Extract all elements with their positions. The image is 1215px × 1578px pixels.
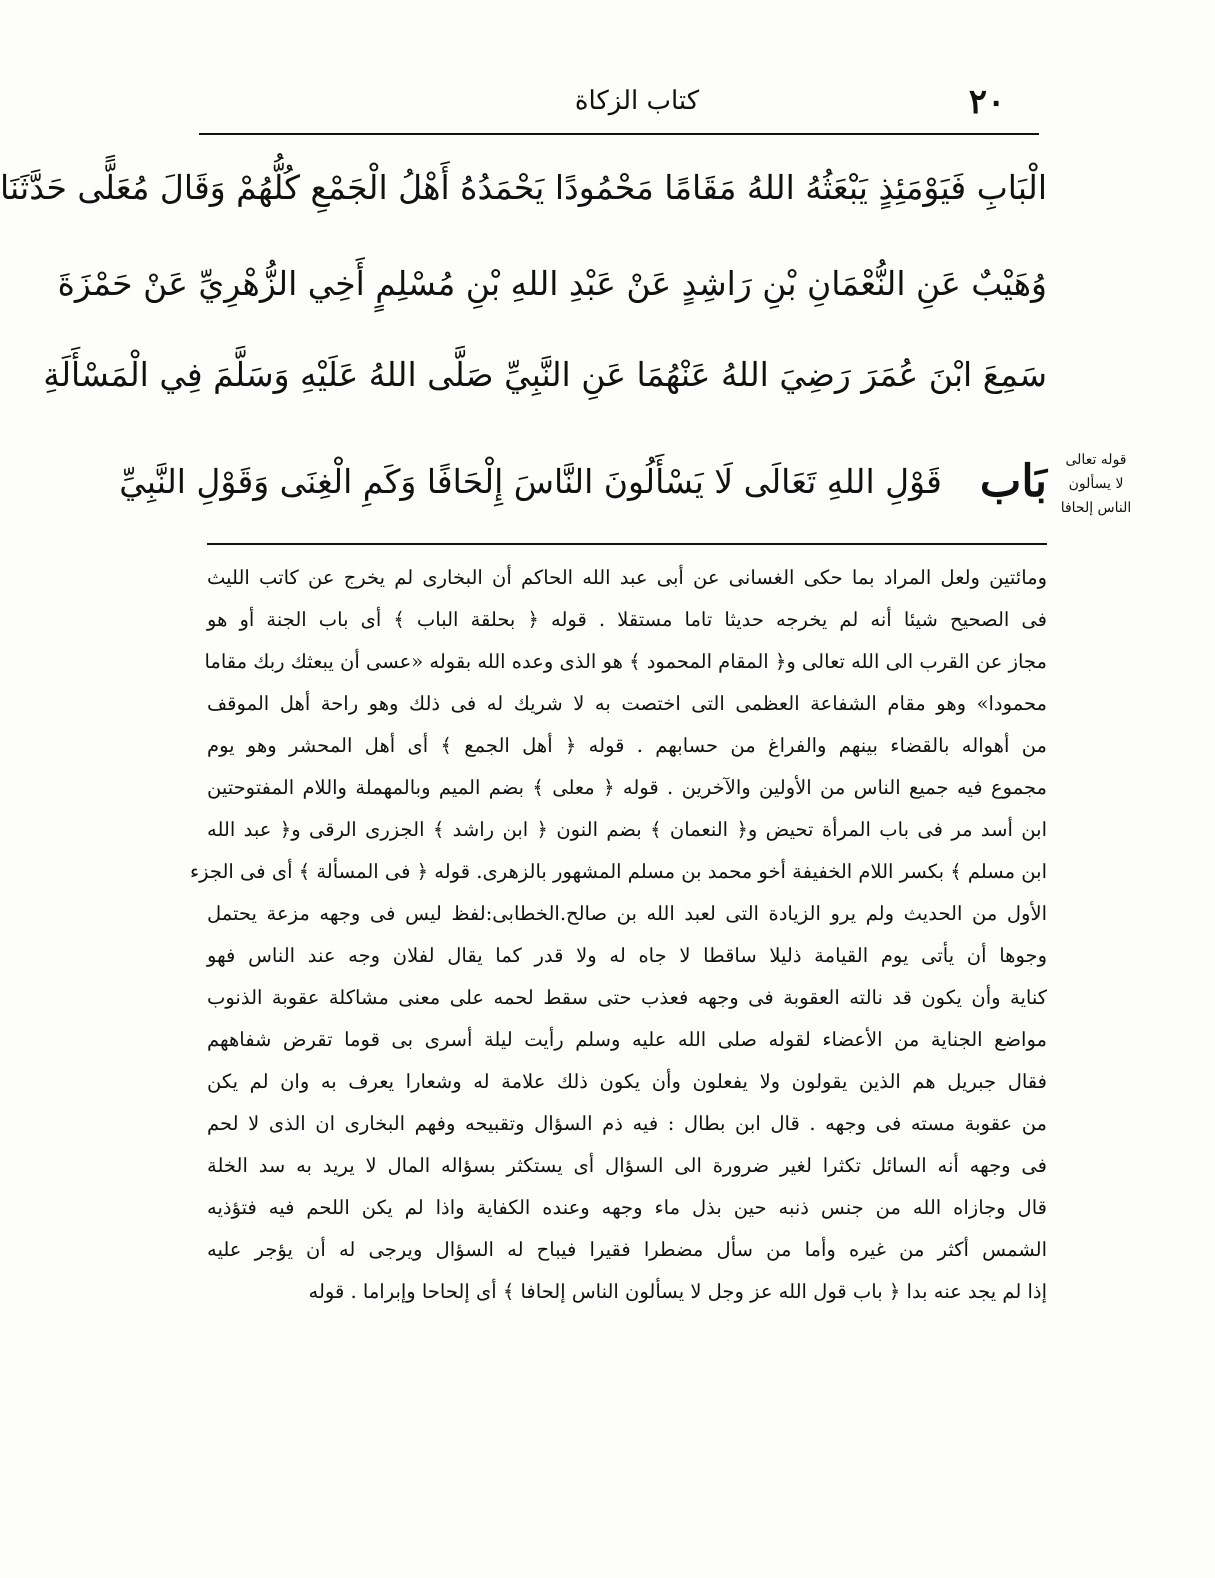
matn-line-2: وُهَيْبٌ عَنِ النُّعْمَانِ بْنِ رَاشِدٍ عَنْ عَبْدِ اللهِ بْنِ مُسْلِمٍ أَخِي الزُّهْرِيِّ عَنْ حَمْزَةَ [57, 264, 1047, 303]
commentary-line: فقال جبريل هم الذين يقولون ولا يفعلون وأن يكون ذلك علامة له وشعارا يعرف به وان لم يكن [207, 1070, 1047, 1093]
matn-line-1: الْبَابِ فَيَوْمَئِذٍ يَبْعَثُهُ اللهُ مَقَامًا مَحْمُودًا يَحْمَدُهُ أَهْلُ الْجَمْعِ كُلُّهُمْ وَقَالَ مُعَلًّى حَدَّثَنَا [0, 168, 1047, 207]
commentary-line: ومائتين ولعل المراد بما حكى الغسانى عن أبى عبد الله الحاكم أن البخارى لم يخرج عن كاتب الليث [207, 566, 1047, 589]
commentary-line: الأول من الحديث ولم يرو الزيادة التى لعبد الله بن صالح.الخطابى:لفظ ليس فى وجهه مزعة يحتمل [207, 902, 1047, 925]
commentary-line: ابن مسلم ﴾ بكسر اللام الخفيفة أخو محمد بن مسلم المشهور بالزهرى. قوله ﴿ فى المسألة ﴾ أى فى الجزء [189, 860, 1047, 883]
section-rule [207, 543, 1047, 545]
commentary-line: مجموع فيه جميع الناس من الأولين والآخرين . قوله ﴿ معلى ﴾ بضم الميم وبالمهملة واللام المفتوحتين [207, 776, 1047, 799]
commentary-line: من أهواله بالقضاء بينهم والفراغ من حسابهم . قوله ﴿ أهل الجمع ﴾ أى أهل المحشر وهو يوم [207, 734, 1047, 757]
commentary-line: ابن أسد مر فى باب المرأة تحيض و﴿ النعمان ﴾ بضم النون ﴿ ابن راشد ﴾ الجزرى الرقى و﴿ عبد الله [207, 818, 1047, 841]
commentary-line: محمودا» وهو مقام الشفاعة العظمى التى اختصت به لا شريك له فى ذلك وهو راحة أهل الموقف [207, 692, 1047, 715]
running-title: كتاب الزكاة [574, 86, 700, 116]
commentary-line: كناية وأن يكون قد نالته العقوبة فى وجهه فعذب حتى سقط لحمه على معنى مشاكلة عقوبة الذنوب [207, 986, 1047, 1009]
commentary-line: وجوها أن يأتى يوم القيامة ذليلا ساقطا لا جاه له ولا قدر كما يقال لفلان وجه عند الناس فهو [207, 944, 1047, 967]
margin-note-line: قوله تعالى [1065, 452, 1127, 468]
matn-line-3: سَمِعَ ابْنَ عُمَرَ رَضِيَ اللهُ عَنْهُمَا عَنِ النَّبِيِّ صَلَّى اللهُ عَلَيْهِ وَسَلَّمَ فِي الْمَسْأَلَةِ [43, 355, 1047, 394]
bab-word: بَاب [979, 456, 1047, 507]
commentary-line: فى الصحيح شيئا أنه لم يخرجه حديثا تاما مستقلا . قوله ﴿ بحلقة الباب ﴾ أى باب الجنة أو هو [207, 608, 1047, 631]
page-number: ٢٠ [968, 82, 1006, 122]
header-rule [199, 133, 1039, 135]
bab-text: قَوْلِ اللهِ تَعَالَى لَا يَسْأَلُونَ النَّاسَ إِلْحَافًا وَكَمِ الْغِنَى وَقَوْلِ النَّبِيِّ [119, 462, 942, 501]
commentary-line: الشمس أكثر من غيره وأما من سأل مضطرا فقيرا فيباح له السؤال ويرجى له أن يؤجر عليه [207, 1238, 1047, 1261]
margin-note [1051, 448, 1141, 520]
commentary-line: مجاز عن القرب الى الله تعالى و﴿ المقام المحمود ﴾ هو الذى وعده الله بقوله «عسى أن يبعثك ربك مقاما [204, 650, 1047, 673]
commentary-line: قال وجازاه الله من جنس ذنبه حين بذل ماء وجهه وعنده الكفاية واذا لم يكن اللحم فيه فتؤذيه [207, 1196, 1047, 1219]
bab-heading [119, 450, 1047, 514]
margin-note-line: الناس إلحافا [1060, 500, 1132, 516]
commentary-line: فى وجهه أنه السائل تكثرا لغير ضرورة الى السؤال أى يستكثر بسؤاله المال لا يريد به سد الخلة [207, 1154, 1047, 1177]
commentary-line: من عقوبة مسته فى وجهه . قال ابن بطال : فيه ذم السؤال وتقبيحه وفهم البخارى ان الذى لا لحم [207, 1112, 1047, 1135]
commentary-line: إذا لم يجد عنه بدا ﴿ باب قول الله عز وجل لا يسألون الناس إلحافا ﴾ أى إلحاحا وإبراما . قوله [308, 1280, 1047, 1303]
margin-note-line: لا يسألون [1068, 476, 1124, 492]
commentary-line: مواضع الجناية من الأعضاء لقوله صلى الله عليه وسلم رأيت ليلة أسرى بى قوما تقرض شفاههم [207, 1028, 1047, 1051]
